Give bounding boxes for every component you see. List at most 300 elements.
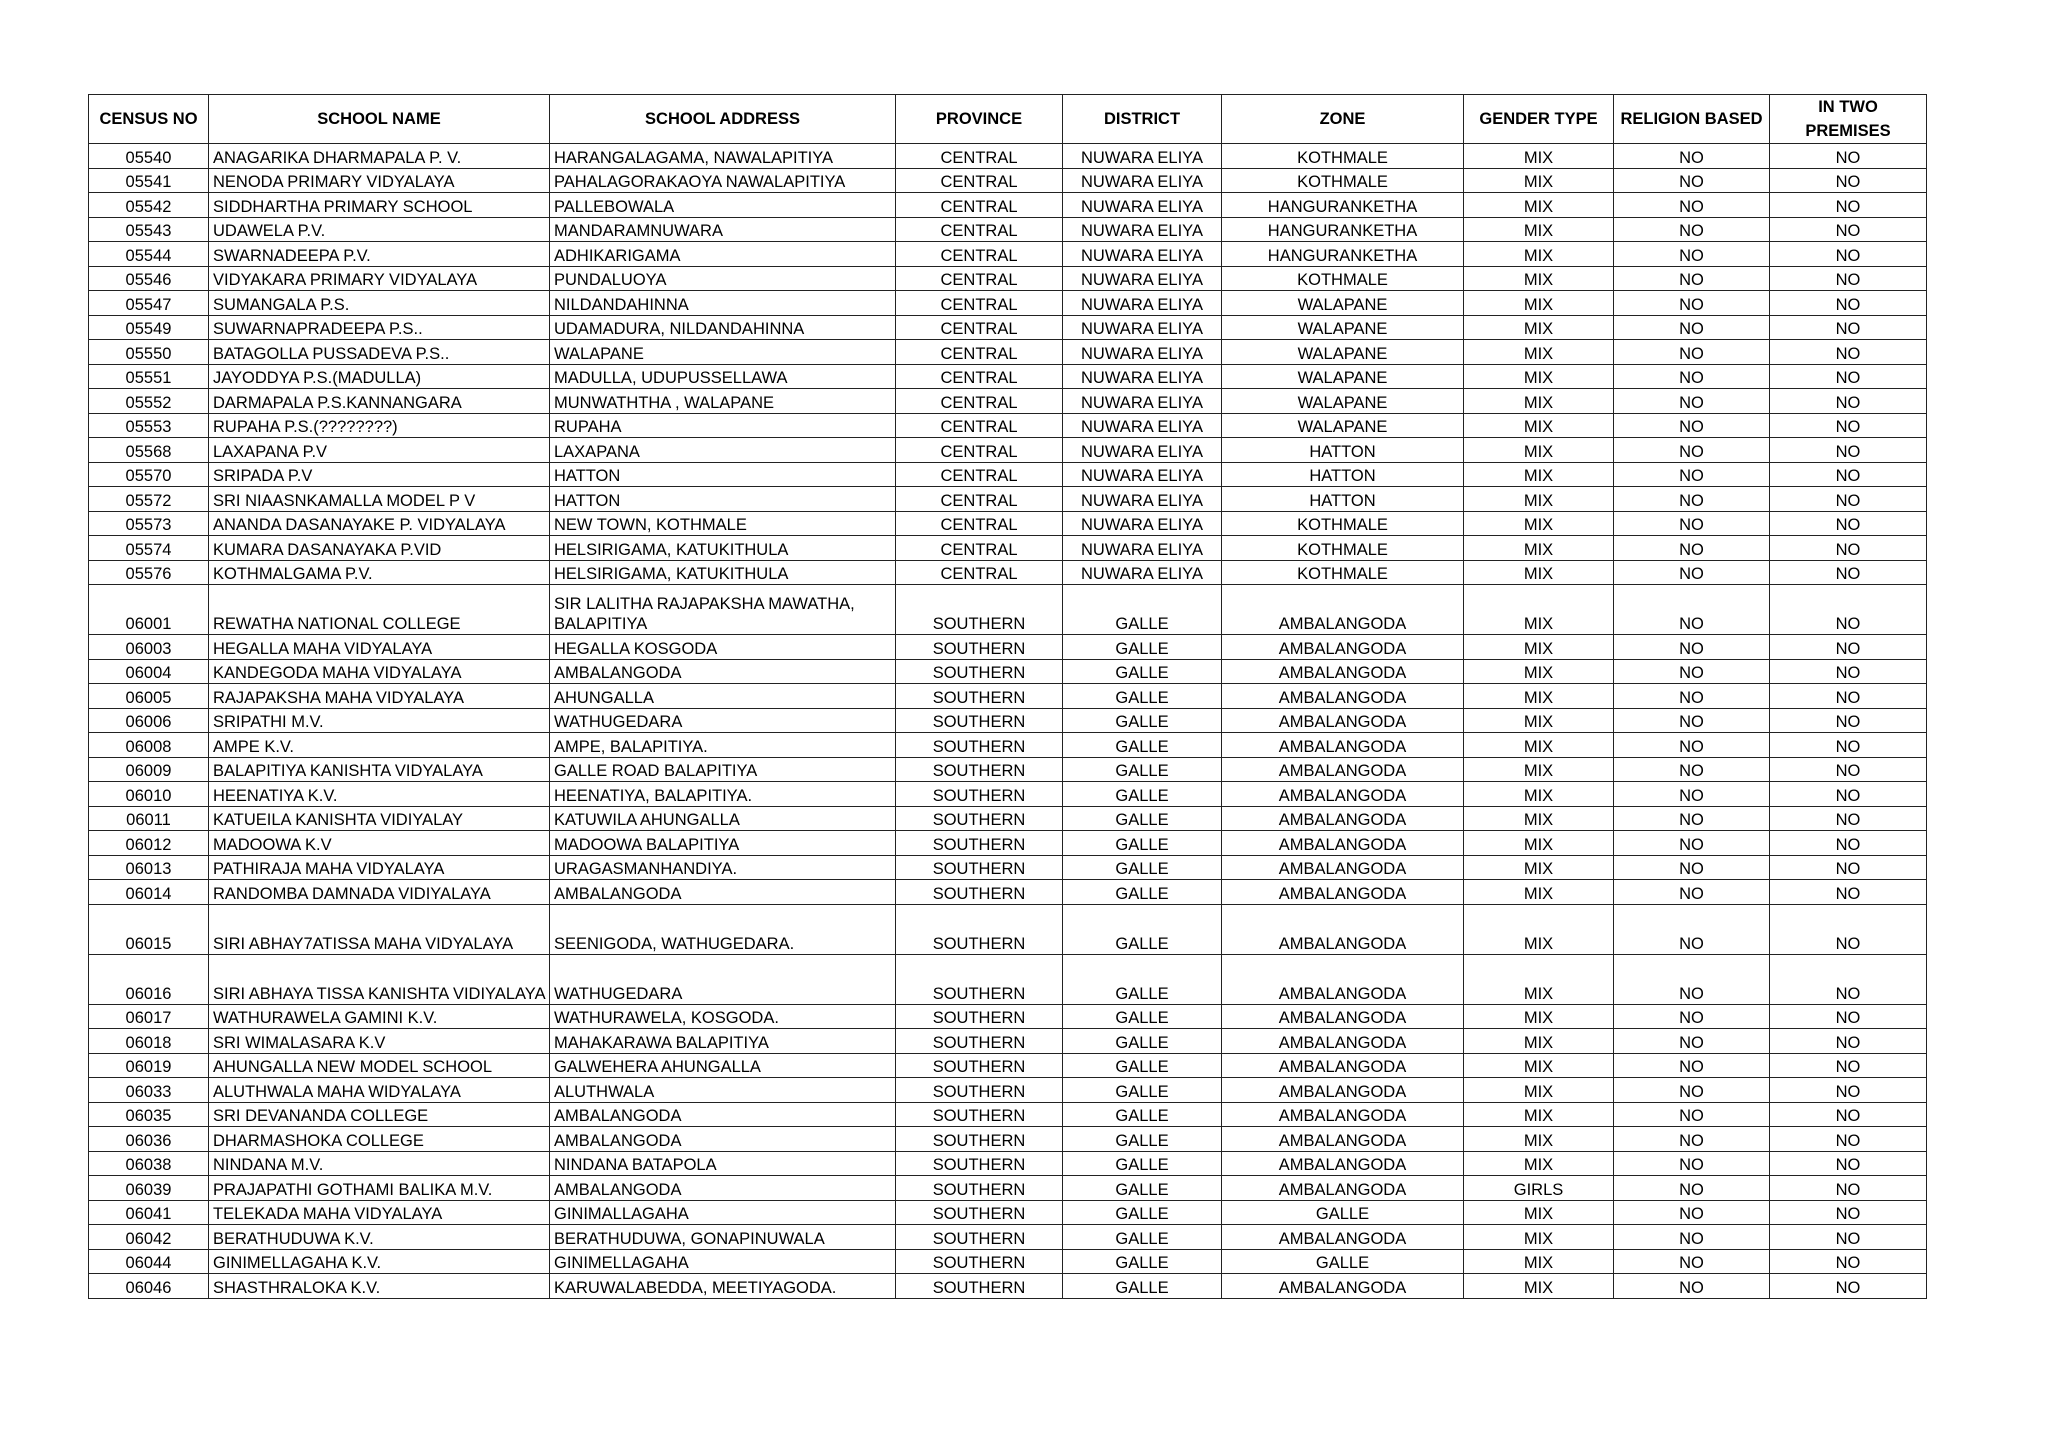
province-cell: SOUTHERN	[896, 1029, 1063, 1054]
zone-cell: AMBALANGODA	[1222, 1151, 1464, 1176]
school-name-cell: AMPE K.V.	[209, 733, 550, 758]
in-two-premises-cell: NO	[1770, 536, 1927, 561]
table-row	[89, 855, 1927, 880]
province-cell: CENTRAL	[896, 315, 1063, 340]
census-no-cell: 05543	[89, 217, 209, 242]
school-name-cell: SUWARNAPRADEEPA P.S..	[209, 315, 550, 340]
census-no-cell: 05552	[89, 389, 209, 414]
zone-cell: WALAPANE	[1222, 364, 1464, 389]
table-row	[89, 1151, 1927, 1176]
religion-based-cell: NO	[1614, 1274, 1770, 1299]
school-address-cell: GINIMELLAGAHA	[550, 1249, 896, 1274]
district-cell: GALLE	[1063, 1176, 1222, 1201]
school-name-cell: SRIPADA P.V	[209, 462, 550, 487]
zone-cell: WALAPANE	[1222, 340, 1464, 365]
religion-based-cell: NO	[1614, 413, 1770, 438]
zone-cell: AMBALANGODA	[1222, 806, 1464, 831]
province-cell: SOUTHERN	[896, 1151, 1063, 1176]
province-cell: CENTRAL	[896, 291, 1063, 316]
table-row	[89, 536, 1927, 561]
in-two-premises-cell: NO	[1770, 831, 1927, 856]
in-two-premises-cell: NO	[1770, 340, 1927, 365]
religion-based-cell: NO	[1614, 291, 1770, 316]
school-name-cell: PRAJAPATHI GOTHAMI BALIKA M.V.	[209, 1176, 550, 1201]
in-two-premises-cell: NO	[1770, 855, 1927, 880]
gender-type-cell: MIX	[1464, 242, 1614, 267]
religion-based-cell: NO	[1614, 1127, 1770, 1152]
religion-based-cell: NO	[1614, 193, 1770, 218]
district-cell: GALLE	[1063, 1151, 1222, 1176]
school-name-cell: SRI DEVANANDA COLLEGE	[209, 1102, 550, 1127]
school-address-cell: PALLEBOWALA	[550, 193, 896, 218]
school-name-cell: VIDYAKARA PRIMARY VIDYALAYA	[209, 266, 550, 291]
district-cell: GALLE	[1063, 659, 1222, 684]
school-name-cell: SRI NIAASNKAMALLA MODEL P V	[209, 487, 550, 512]
census-no-cell: 05550	[89, 340, 209, 365]
province-cell: SOUTHERN	[896, 1127, 1063, 1152]
zone-cell: AMBALANGODA	[1222, 684, 1464, 709]
in-two-premises-cell: NO	[1770, 1249, 1927, 1274]
province-cell: SOUTHERN	[896, 635, 1063, 660]
religion-based-cell: NO	[1614, 1053, 1770, 1078]
zone-cell: WALAPANE	[1222, 315, 1464, 340]
province-cell: SOUTHERN	[896, 1249, 1063, 1274]
zone-cell: AMBALANGODA	[1222, 880, 1464, 905]
zone-cell: AMBALANGODA	[1222, 1078, 1464, 1103]
religion-based-cell: NO	[1614, 954, 1770, 1004]
table-row	[89, 1127, 1927, 1152]
gender-type-cell: MIX	[1464, 1151, 1614, 1176]
gender-type-cell: MIX	[1464, 904, 1614, 954]
census-no-cell: 05547	[89, 291, 209, 316]
zone-cell: AMBALANGODA	[1222, 954, 1464, 1004]
religion-based-cell: NO	[1614, 560, 1770, 585]
gender-type-cell: MIX	[1464, 438, 1614, 463]
school-name-cell: SRI WIMALASARA K.V	[209, 1029, 550, 1054]
district-cell: GALLE	[1063, 1249, 1222, 1274]
school-name-cell: AHUNGALLA NEW MODEL SCHOOL	[209, 1053, 550, 1078]
district-cell: NUWARA ELIYA	[1063, 413, 1222, 438]
census-no-cell: 06003	[89, 635, 209, 660]
zone-cell: AMBALANGODA	[1222, 1029, 1464, 1054]
province-cell: CENTRAL	[896, 462, 1063, 487]
gender-type-cell: GIRLS	[1464, 1176, 1614, 1201]
district-cell: NUWARA ELIYA	[1063, 340, 1222, 365]
school-address-cell: MADULLA, UDUPUSSELLAWA	[550, 364, 896, 389]
gender-type-cell: MIX	[1464, 168, 1614, 193]
province-cell: SOUTHERN	[896, 1078, 1063, 1103]
district-cell: NUWARA ELIYA	[1063, 364, 1222, 389]
school-name-cell: KUMARA DASANAYAKA P.VID	[209, 536, 550, 561]
in-two-premises-cell: NO	[1770, 266, 1927, 291]
table-row	[89, 659, 1927, 684]
table-row	[89, 782, 1927, 807]
school-address-cell: MUNWATHTHA , WALAPANE	[550, 389, 896, 414]
religion-based-cell: NO	[1614, 1029, 1770, 1054]
in-two-premises-cell: NO	[1770, 1176, 1927, 1201]
district-cell: NUWARA ELIYA	[1063, 266, 1222, 291]
census-no-cell: 05541	[89, 168, 209, 193]
in-two-premises-cell: NO	[1770, 585, 1927, 635]
religion-based-cell: NO	[1614, 831, 1770, 856]
school-name-cell: MADOOWA K.V	[209, 831, 550, 856]
zone-cell: AMBALANGODA	[1222, 1274, 1464, 1299]
school-name-cell: SWARNADEEPA P.V.	[209, 242, 550, 267]
census-no-cell: 06035	[89, 1102, 209, 1127]
school-name-cell: KOTHMALGAMA P.V.	[209, 560, 550, 585]
province-cell: CENTRAL	[896, 193, 1063, 218]
gender-type-cell: MIX	[1464, 1200, 1614, 1225]
school-address-cell: UDAMADURA, NILDANDAHINNA	[550, 315, 896, 340]
census-no-cell: 06008	[89, 733, 209, 758]
census-no-cell: 06001	[89, 585, 209, 635]
school-address-cell: LAXAPANA	[550, 438, 896, 463]
school-address-cell: URAGASMANHANDIYA.	[550, 855, 896, 880]
gender-type-cell: MIX	[1464, 340, 1614, 365]
school-name-cell: BERATHUDUWA K.V.	[209, 1225, 550, 1250]
district-cell: GALLE	[1063, 635, 1222, 660]
header-school-address: SCHOOL ADDRESS	[550, 95, 896, 144]
gender-type-cell: MIX	[1464, 733, 1614, 758]
province-cell: CENTRAL	[896, 438, 1063, 463]
census-no-cell: 06004	[89, 659, 209, 684]
table-row	[89, 635, 1927, 660]
table-row	[89, 585, 1927, 635]
table-row	[89, 954, 1927, 1004]
school-address-cell: MANDARAMNUWARA	[550, 217, 896, 242]
zone-cell: AMBALANGODA	[1222, 708, 1464, 733]
table-row	[89, 266, 1927, 291]
gender-type-cell: MIX	[1464, 266, 1614, 291]
census-no-cell: 06005	[89, 684, 209, 709]
census-no-cell: 06015	[89, 904, 209, 954]
religion-based-cell: NO	[1614, 806, 1770, 831]
province-cell: SOUTHERN	[896, 831, 1063, 856]
census-no-cell: 06033	[89, 1078, 209, 1103]
religion-based-cell: NO	[1614, 733, 1770, 758]
religion-based-cell: NO	[1614, 462, 1770, 487]
table-row	[89, 291, 1927, 316]
school-address-cell: WATHURAWELA, KOSGODA.	[550, 1004, 896, 1029]
census-no-cell: 05570	[89, 462, 209, 487]
religion-based-cell: NO	[1614, 438, 1770, 463]
gender-type-cell: MIX	[1464, 487, 1614, 512]
census-no-cell: 05544	[89, 242, 209, 267]
religion-based-cell: NO	[1614, 242, 1770, 267]
district-cell: GALLE	[1063, 1200, 1222, 1225]
census-no-cell: 06036	[89, 1127, 209, 1152]
school-address-cell: ALUTHWALA	[550, 1078, 896, 1103]
zone-cell: GALLE	[1222, 1249, 1464, 1274]
in-two-premises-cell: NO	[1770, 757, 1927, 782]
school-address-cell: GALWEHERA AHUNGALLA	[550, 1053, 896, 1078]
gender-type-cell: MIX	[1464, 1274, 1614, 1299]
province-cell: CENTRAL	[896, 511, 1063, 536]
religion-based-cell: NO	[1614, 144, 1770, 169]
province-cell: SOUTHERN	[896, 757, 1063, 782]
school-address-cell: AMBALANGODA	[550, 880, 896, 905]
district-cell: NUWARA ELIYA	[1063, 242, 1222, 267]
district-cell: GALLE	[1063, 708, 1222, 733]
gender-type-cell: MIX	[1464, 635, 1614, 660]
gender-type-cell: MIX	[1464, 389, 1614, 414]
province-cell: SOUTHERN	[896, 880, 1063, 905]
school-name-cell: REWATHA NATIONAL COLLEGE	[209, 585, 550, 635]
zone-cell: HATTON	[1222, 487, 1464, 512]
table-row	[89, 1249, 1927, 1274]
religion-based-cell: NO	[1614, 1078, 1770, 1103]
gender-type-cell: MIX	[1464, 1004, 1614, 1029]
province-cell: SOUTHERN	[896, 806, 1063, 831]
province-cell: CENTRAL	[896, 266, 1063, 291]
school-address-cell: BERATHUDUWA, GONAPINUWALA	[550, 1225, 896, 1250]
table-row	[89, 1225, 1927, 1250]
district-cell: GALLE	[1063, 806, 1222, 831]
in-two-premises-cell: NO	[1770, 684, 1927, 709]
district-cell: GALLE	[1063, 954, 1222, 1004]
province-cell: SOUTHERN	[896, 733, 1063, 758]
school-name-cell: KATUEILA KANISHTA VIDIYALAY	[209, 806, 550, 831]
gender-type-cell: MIX	[1464, 1029, 1614, 1054]
school-name-cell: HEENATIYA K.V.	[209, 782, 550, 807]
school-name-cell: SIDDHARTHA PRIMARY SCHOOL	[209, 193, 550, 218]
gender-type-cell: MIX	[1464, 684, 1614, 709]
province-cell: SOUTHERN	[896, 1274, 1063, 1299]
zone-cell: AMBALANGODA	[1222, 1004, 1464, 1029]
district-cell: GALLE	[1063, 1053, 1222, 1078]
school-name-cell: RAJAPAKSHA MAHA VIDYALAYA	[209, 684, 550, 709]
table-row	[89, 880, 1927, 905]
zone-cell: KOTHMALE	[1222, 536, 1464, 561]
gender-type-cell: MIX	[1464, 1127, 1614, 1152]
in-two-premises-cell: NO	[1770, 242, 1927, 267]
gender-type-cell: MIX	[1464, 757, 1614, 782]
zone-cell: HATTON	[1222, 438, 1464, 463]
gender-type-cell: MIX	[1464, 1225, 1614, 1250]
in-two-premises-cell: NO	[1770, 487, 1927, 512]
province-cell: CENTRAL	[896, 144, 1063, 169]
gender-type-cell: MIX	[1464, 536, 1614, 561]
religion-based-cell: NO	[1614, 487, 1770, 512]
census-no-cell: 05542	[89, 193, 209, 218]
table-row	[89, 684, 1927, 709]
school-name-cell: BATAGOLLA PUSSADEVA P.S..	[209, 340, 550, 365]
school-address-cell: PUNDALUOYA	[550, 266, 896, 291]
province-cell: CENTRAL	[896, 168, 1063, 193]
province-cell: CENTRAL	[896, 487, 1063, 512]
religion-based-cell: NO	[1614, 782, 1770, 807]
table-row	[89, 1176, 1927, 1201]
district-cell: NUWARA ELIYA	[1063, 487, 1222, 512]
religion-based-cell: NO	[1614, 217, 1770, 242]
census-no-cell: 06016	[89, 954, 209, 1004]
gender-type-cell: MIX	[1464, 1053, 1614, 1078]
school-name-cell: DARMAPALA P.S.KANNANGARA	[209, 389, 550, 414]
zone-cell: AMBALANGODA	[1222, 831, 1464, 856]
header-census-no: CENSUS NO	[89, 95, 209, 144]
school-name-cell: KANDEGODA MAHA VIDYALAYA	[209, 659, 550, 684]
table-row	[89, 315, 1927, 340]
religion-based-cell: NO	[1614, 684, 1770, 709]
school-address-cell: GALLE ROAD BALAPITIYA	[550, 757, 896, 782]
district-cell: GALLE	[1063, 733, 1222, 758]
school-address-cell: AHUNGALLA	[550, 684, 896, 709]
header-religion-based: RELIGION BASED	[1614, 95, 1770, 144]
in-two-premises-cell: NO	[1770, 364, 1927, 389]
school-name-cell: WATHURAWELA GAMINI K.V.	[209, 1004, 550, 1029]
census-no-cell: 06014	[89, 880, 209, 905]
school-census-table	[88, 94, 1927, 1299]
table-row	[89, 1274, 1927, 1299]
district-cell: GALLE	[1063, 1004, 1222, 1029]
gender-type-cell: MIX	[1464, 880, 1614, 905]
zone-cell: KOTHMALE	[1222, 511, 1464, 536]
in-two-premises-cell: NO	[1770, 659, 1927, 684]
zone-cell: HANGURANKETHA	[1222, 242, 1464, 267]
religion-based-cell: NO	[1614, 659, 1770, 684]
table-row	[89, 1004, 1927, 1029]
province-cell: SOUTHERN	[896, 954, 1063, 1004]
school-address-cell: KARUWALABEDDA, MEETIYAGODA.	[550, 1274, 896, 1299]
district-cell: GALLE	[1063, 1274, 1222, 1299]
gender-type-cell: MIX	[1464, 708, 1614, 733]
zone-cell: KOTHMALE	[1222, 168, 1464, 193]
school-name-cell: SRIPATHI M.V.	[209, 708, 550, 733]
district-cell: GALLE	[1063, 855, 1222, 880]
census-no-cell: 06041	[89, 1200, 209, 1225]
header-province: PROVINCE	[896, 95, 1063, 144]
gender-type-cell: MIX	[1464, 585, 1614, 635]
district-cell: GALLE	[1063, 1127, 1222, 1152]
religion-based-cell: NO	[1614, 364, 1770, 389]
zone-cell: AMBALANGODA	[1222, 757, 1464, 782]
gender-type-cell: MIX	[1464, 659, 1614, 684]
table-row	[89, 340, 1927, 365]
school-address-cell: GINIMALLAGAHA	[550, 1200, 896, 1225]
religion-based-cell: NO	[1614, 266, 1770, 291]
school-name-cell: RANDOMBA DAMNADA VIDIYALAYA	[209, 880, 550, 905]
zone-cell: AMBALANGODA	[1222, 1225, 1464, 1250]
religion-based-cell: NO	[1614, 1004, 1770, 1029]
province-cell: SOUTHERN	[896, 904, 1063, 954]
gender-type-cell: MIX	[1464, 193, 1614, 218]
school-address-cell: HELSIRIGAMA, KATUKITHULA	[550, 560, 896, 585]
census-no-cell: 06011	[89, 806, 209, 831]
in-two-premises-cell: NO	[1770, 144, 1927, 169]
table-row	[89, 1102, 1927, 1127]
table-row	[89, 904, 1927, 954]
school-name-cell: ANAGARIKA DHARMAPALA P. V.	[209, 144, 550, 169]
table-row	[89, 389, 1927, 414]
school-address-cell: HEENATIYA, BALAPITIYA.	[550, 782, 896, 807]
school-address-cell: AMBALANGODA	[550, 1102, 896, 1127]
census-no-cell: 06006	[89, 708, 209, 733]
header-gender-type: GENDER TYPE	[1464, 95, 1614, 144]
district-cell: NUWARA ELIYA	[1063, 168, 1222, 193]
census-no-cell: 05572	[89, 487, 209, 512]
religion-based-cell: NO	[1614, 855, 1770, 880]
zone-cell: AMBALANGODA	[1222, 904, 1464, 954]
census-no-cell: 05568	[89, 438, 209, 463]
zone-cell: AMBALANGODA	[1222, 855, 1464, 880]
school-address-cell: HATTON	[550, 462, 896, 487]
in-two-premises-cell: NO	[1770, 1274, 1927, 1299]
gender-type-cell: MIX	[1464, 291, 1614, 316]
school-address-cell: MADOOWA BALAPITIYA	[550, 831, 896, 856]
zone-cell: AMBALANGODA	[1222, 1176, 1464, 1201]
province-cell: CENTRAL	[896, 560, 1063, 585]
religion-based-cell: NO	[1614, 389, 1770, 414]
census-no-cell: 06017	[89, 1004, 209, 1029]
gender-type-cell: MIX	[1464, 954, 1614, 1004]
in-two-premises-cell: NO	[1770, 708, 1927, 733]
school-name-cell: SIRI ABHAY7ATISSA MAHA VIDYALAYA	[209, 904, 550, 954]
zone-cell: WALAPANE	[1222, 413, 1464, 438]
in-two-premises-cell: NO	[1770, 1004, 1927, 1029]
gender-type-cell: MIX	[1464, 413, 1614, 438]
district-cell: GALLE	[1063, 782, 1222, 807]
zone-cell: AMBALANGODA	[1222, 585, 1464, 635]
province-cell: CENTRAL	[896, 364, 1063, 389]
province-cell: SOUTHERN	[896, 708, 1063, 733]
religion-based-cell: NO	[1614, 340, 1770, 365]
table-row	[89, 144, 1927, 169]
school-address-cell: AMBALANGODA	[550, 1127, 896, 1152]
census-no-cell: 06010	[89, 782, 209, 807]
province-cell: SOUTHERN	[896, 585, 1063, 635]
census-no-cell: 05546	[89, 266, 209, 291]
district-cell: NUWARA ELIYA	[1063, 193, 1222, 218]
religion-based-cell: NO	[1614, 1200, 1770, 1225]
district-cell: NUWARA ELIYA	[1063, 511, 1222, 536]
in-two-premises-cell: NO	[1770, 806, 1927, 831]
table-row	[89, 462, 1927, 487]
table-row	[89, 831, 1927, 856]
school-name-cell: BALAPITIYA KANISHTA VIDYALAYA	[209, 757, 550, 782]
school-address-cell: WATHUGEDARA	[550, 954, 896, 1004]
school-address-cell: NEW TOWN, KOTHMALE	[550, 511, 896, 536]
table-row	[89, 1053, 1927, 1078]
province-cell: CENTRAL	[896, 217, 1063, 242]
religion-based-cell: NO	[1614, 635, 1770, 660]
school-address-cell: WATHUGEDARA	[550, 708, 896, 733]
school-address-cell: HELSIRIGAMA, KATUKITHULA	[550, 536, 896, 561]
in-two-premises-cell: NO	[1770, 1151, 1927, 1176]
zone-cell: KOTHMALE	[1222, 144, 1464, 169]
zone-cell: WALAPANE	[1222, 291, 1464, 316]
gender-type-cell: MIX	[1464, 315, 1614, 340]
table-row	[89, 560, 1927, 585]
in-two-premises-cell: NO	[1770, 782, 1927, 807]
school-name-cell: RUPAHA P.S.(????????)	[209, 413, 550, 438]
census-no-cell: 05573	[89, 511, 209, 536]
zone-cell: WALAPANE	[1222, 389, 1464, 414]
province-cell: SOUTHERN	[896, 1053, 1063, 1078]
gender-type-cell: MIX	[1464, 831, 1614, 856]
school-address-cell: AMPE, BALAPITIYA.	[550, 733, 896, 758]
in-two-premises-cell: NO	[1770, 1127, 1927, 1152]
census-no-cell: 06044	[89, 1249, 209, 1274]
gender-type-cell: MIX	[1464, 144, 1614, 169]
religion-based-cell: NO	[1614, 880, 1770, 905]
school-address-cell: WALAPANE	[550, 340, 896, 365]
school-name-cell: ALUTHWALA MAHA WIDYALAYA	[209, 1078, 550, 1103]
census-no-cell: 06039	[89, 1176, 209, 1201]
in-two-premises-cell: NO	[1770, 1225, 1927, 1250]
census-no-cell: 05549	[89, 315, 209, 340]
census-no-cell: 05551	[89, 364, 209, 389]
religion-based-cell: NO	[1614, 904, 1770, 954]
